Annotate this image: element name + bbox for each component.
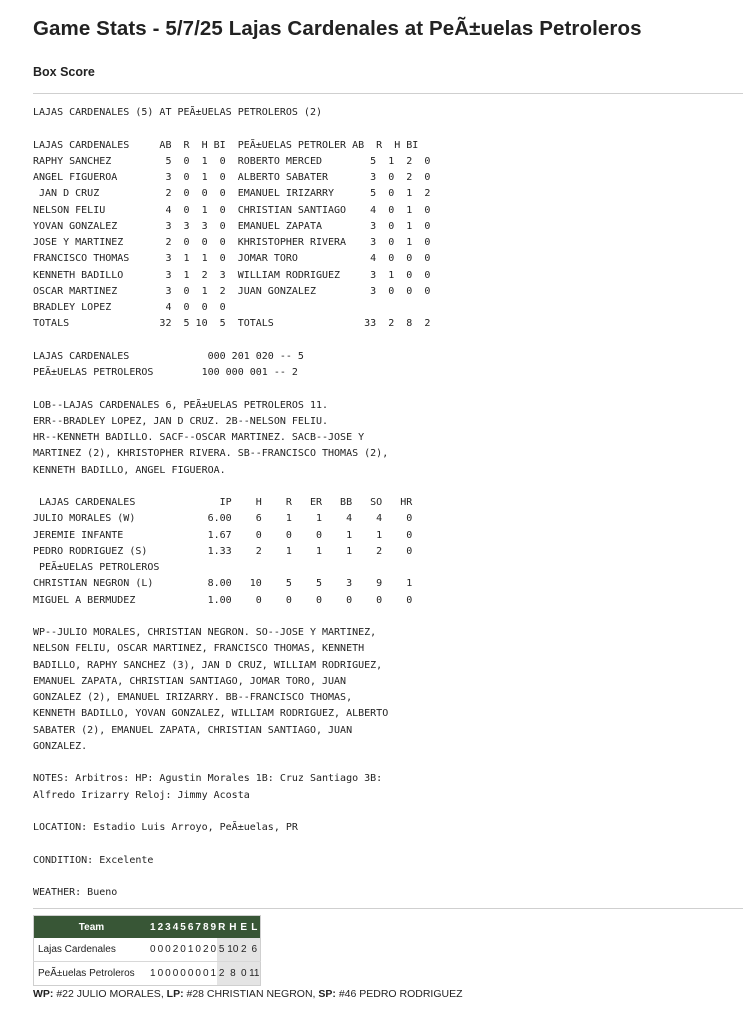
sp-label: SP: (318, 988, 336, 1001)
header-lob: L (248, 916, 261, 939)
inning-score: 2 (172, 938, 180, 962)
losing-pitcher: #28 CHRISTIAN NEGRON (186, 988, 313, 1001)
inning-score: 0 (165, 968, 171, 980)
header-team: Team (34, 916, 150, 939)
inning-score: 0 (149, 938, 157, 962)
errors-total: 0 (239, 962, 248, 986)
header-inning-9: 9 (210, 916, 218, 939)
inning-score: 0 (164, 938, 172, 962)
errors-total: 2 (239, 938, 248, 962)
linescore-header-row (34, 916, 261, 939)
header-inning-1: 1 (149, 916, 157, 939)
runs-total: 2 (217, 962, 226, 986)
inning-score: 1 (187, 938, 195, 962)
header-inning-7: 7 (194, 916, 202, 939)
inning-score: 2 (202, 938, 210, 962)
inning-score: 0 (194, 938, 202, 962)
box-score-heading: Box Score (33, 65, 95, 79)
runs-total: 5 (217, 938, 226, 962)
header-inning-6: 6 (187, 916, 195, 939)
team-name: PeÃ±uelas Petroleros (38, 968, 135, 980)
header-runs: R (217, 916, 226, 939)
inning-score: 0 (202, 968, 209, 980)
header-inning-5: 5 (179, 916, 187, 939)
save-pitcher: #46 PEDRO RODRIGUEZ (338, 988, 463, 1001)
linescore-row-away (34, 938, 261, 962)
lob-total: 6 (248, 938, 261, 962)
wp-label: WP: (33, 988, 54, 1001)
winning-pitcher: #22 JULIO MORALES (56, 988, 161, 1001)
hits-total: 10 (226, 938, 239, 962)
linescore-row-home (34, 962, 261, 986)
inning-score: 0 (195, 968, 201, 980)
page-title: Game Stats - 5/7/25 Lajas Cardenales at PeÃ±uelas Petroleros (33, 17, 642, 40)
divider (33, 908, 743, 909)
lp-label: LP: (166, 988, 184, 1001)
team-name: Lajas Cardenales (34, 938, 150, 962)
pitchers-of-record: WP: #22 JULIO MORALES, LP: #28 CHRISTIAN NEGRON, SP: #46 PEDRO RODRIGUEZ (33, 988, 463, 1001)
header-inning-4: 4 (172, 916, 180, 939)
linescore-table (33, 915, 261, 986)
header-inning-2: 2 (157, 916, 165, 939)
header-inning-8: 8 (202, 916, 210, 939)
box-score-text: LAJAS CARDENALES (5) AT PEÃ±UELAS PETROLEROS (2) LAJAS CARDENALES AB R H BI PEÃ±UELAS PETROLER AB R H BI RAPHY SANCHEZ 5 0 1 0 ROBERTO MERCED 5 1 2 0 ANGEL FIGUEROA 3 0 1 0 ALBERTO SABATER 3 0 2 0 JAN D CRUZ 2 0 0 0 EMANUEL IRIZARRY 5 0 1 2 NELSON FELIU 4 0 1 0 CHRISTIAN SANTIAGO 4 0 1 0 YOVAN GONZALEZ 3 3 3 0 EMANUEL ZAPATA 3 0 1 0 JOSE Y MARTINEZ 2 0 0 0 KHRISTOPHER RIVERA 3 0 1 0 FRANCISCO THOMAS 3 1 1 0 JOMAR TORO 4 0 0 0 KENNETH BADILLO 3 1 2 3 WILLIAM RODRIGUEZ 3 1 0 0 OSCAR MARTINEZ 3 0 1 2 JUAN GONZALEZ 3 0 0 0 BRADLEY LOPEZ 4 0 0 0 TOTALS 32 5 10 5 TOTALS 33 2 8 2 LAJAS CARDENALES 000 201 020 -- 5 PEÃ±UELAS PETROLEROS 100 000 001 -- 2 LOB--LAJAS CARDENALES 6, PEÃ±UELAS PETROLEROS 11. ERR--BRADLEY LOPEZ, JAN D CRUZ. 2B--NELSON FELIU. HR--KENNETH BADILLO. SACF--OSCAR MARTINEZ. SACB--JOSE Y MARTINEZ (2), KHRISTOPHER RIVERA. SB--FRANCISCO THOMAS (2), KENNETH BADILLO, ANGEL FIGUEROA. LAJAS CARDENALES IP H R ER BB SO HR JULIO MORALES (W) 6.00 6 1 1 4 4 0 JEREMIE INFANTE 1.67 0 0 0 1 1 0 PEDRO RODRIGUEZ (S) 1.33 2 1 1 1 2 0 PEÃ±UELAS PETROLEROS CHRISTIAN NEGRON (L) 8.00 10 5 5 3 9 1 MIGUEL A BERMUDEZ 1.00 0 0 0 0 0 0 WP--JULIO MORALES, CHRISTIAN NEGRON. SO--JOSE Y MARTINEZ, NELSON FELIU, OSCAR MARTINEZ, FRANCISCO THOMAS, KENNETH BADILLO, RAPHY SANCHEZ (3), JAN D CRUZ, WILLIAM RODRIGUEZ, EMANUEL ZAPATA, CHRISTIAN SANTIAGO, JOMAR TORO, JUAN GONZALEZ (2), EMANUEL IRIZARRY. BB--FRANCISCO THOMAS, KENNETH BADILLO, YOVAN GONZALEZ, WILLIAM RODRIGUEZ, ALBERTO SABATER (2), EMANUEL ZAPATA, CHRISTIAN SANTIAGO, JUAN GONZALEZ. NOTES: Arbitros: HP: Agustin Morales 1B: Cruz Santiago 3B: Alfredo Irizarry Reloj: Jimmy Acosta LOCATION: Estadio Luis Arroyo, PeÃ±uelas, PR CONDITION: Excelente WEATHER: Bueno (33, 107, 431, 898)
inning-score: 0 (180, 968, 186, 980)
inning-score: 0 (210, 938, 218, 962)
hits-total: 8 (226, 962, 239, 986)
header-inning-3: 3 (164, 916, 172, 939)
inning-score: 0 (172, 968, 179, 980)
inning-score: 0 (157, 968, 164, 980)
header-hits: H (226, 916, 239, 939)
inning-score: 0 (179, 938, 187, 962)
lob-total: 11 (248, 962, 261, 986)
header-errors: E (239, 916, 248, 939)
divider (33, 93, 743, 94)
inning-score: 0 (187, 968, 194, 980)
inning-score: 0 (157, 938, 165, 962)
inning-score: 1 (150, 968, 156, 980)
inning-score: 1 (210, 968, 217, 980)
